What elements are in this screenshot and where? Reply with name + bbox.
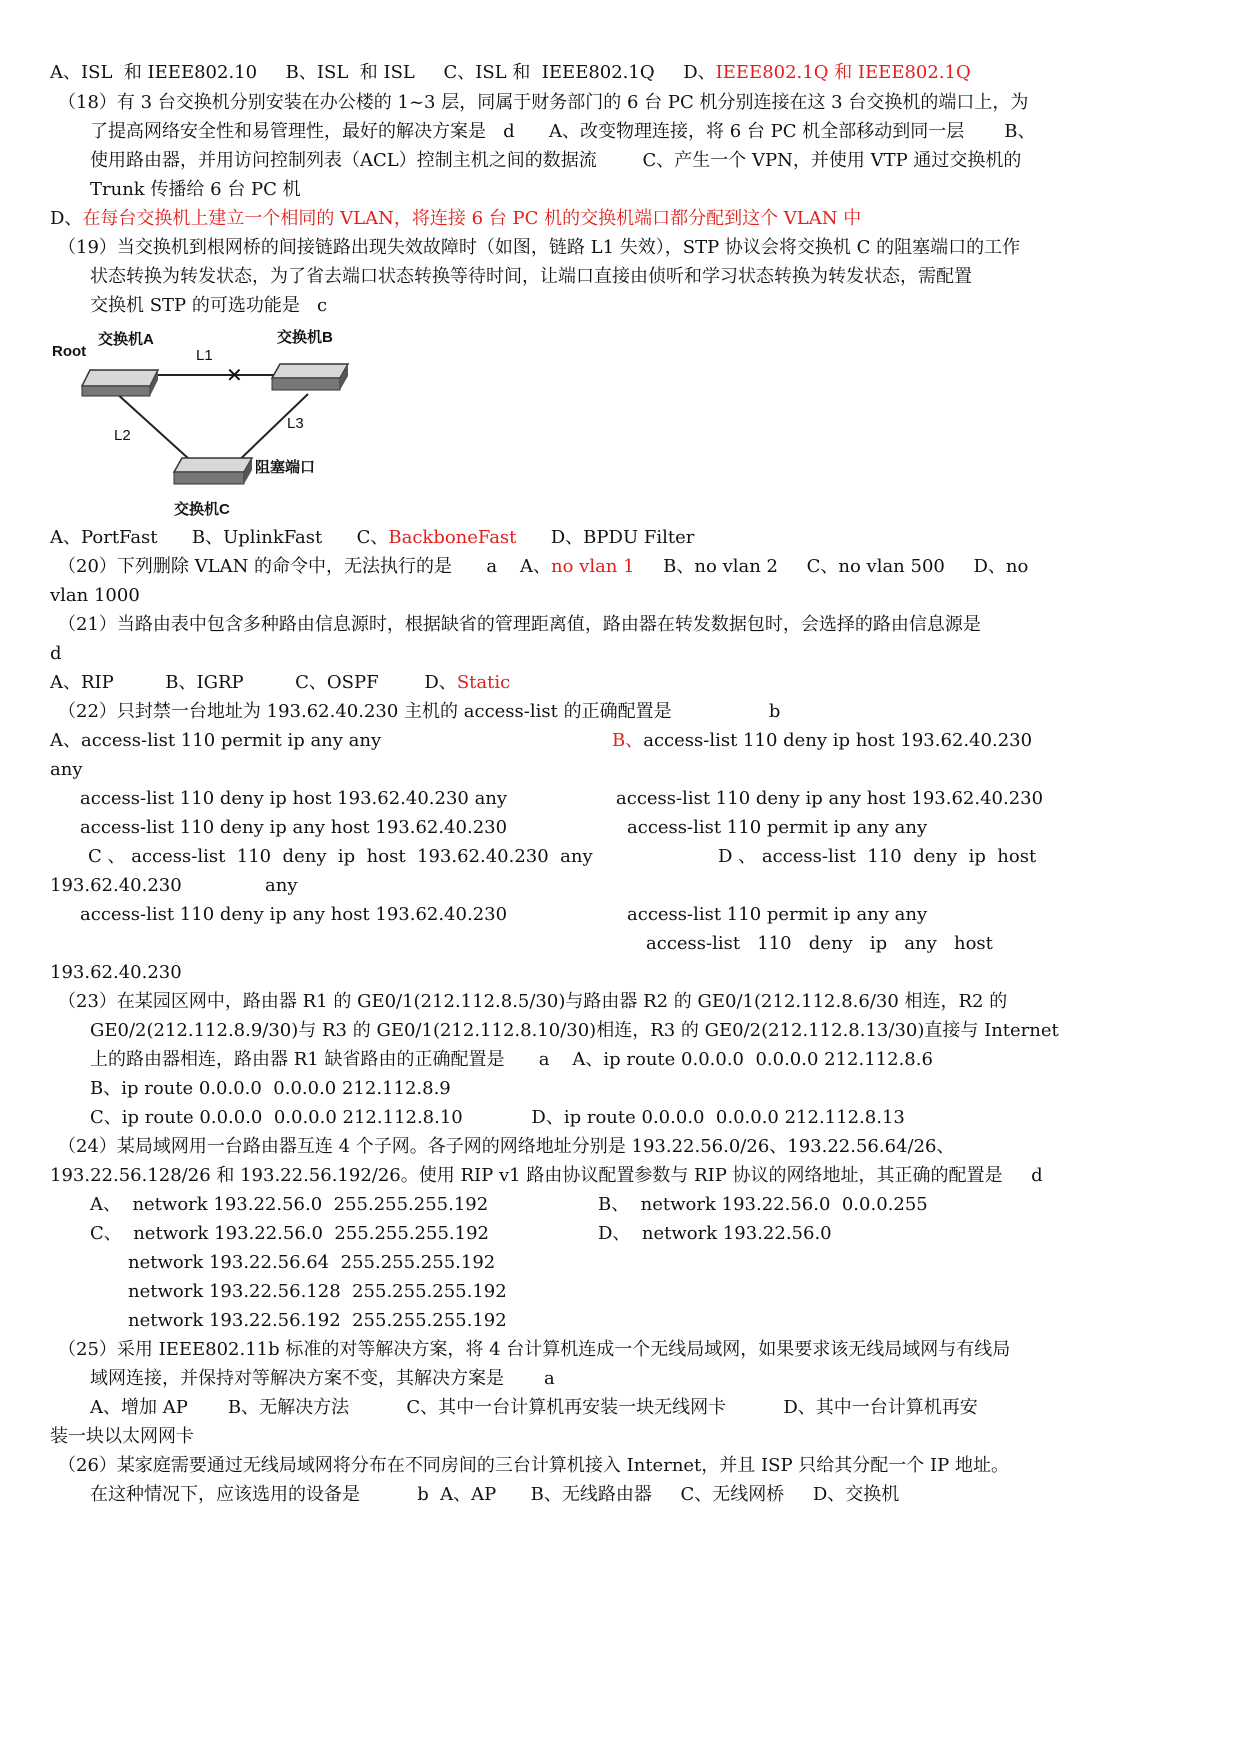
switch-c-label: 交换机C <box>174 501 230 518</box>
q22-option-d-3-cont: 193.62.40.230 <box>50 962 182 983</box>
answer-highlight: no vlan 1 <box>551 556 635 577</box>
switch-a-label: 交换机A <box>98 331 154 348</box>
answer-highlight: BackboneFast <box>388 527 517 548</box>
q19-line-1: （19）当交换机到根网桥的间接链路出现失效故障时（如图，链路 L1 失效），STP 协议会将交换机 C 的阻塞端口的工作 <box>58 237 1021 258</box>
q22-option-b-3: access-list 110 permit ip any any <box>627 817 928 838</box>
q26-line-2: 在这种情况下，应该选用的设备是 b A、AP B、无线路由器 C、无线网桥 D、交换机 <box>90 1484 900 1505</box>
q22-option-a-1: A、access-list 110 permit ip any any <box>50 730 382 751</box>
q24-line-1: （24）某局域网用一台路由器互连 4 个子网。各子网的网络地址分别是 193.22.56.0/26、193.22.56.64/26、 <box>58 1136 955 1157</box>
q18-line-4: Trunk 传播给 6 台 PC 机 <box>90 179 301 200</box>
q24-option-a: A、 network 193.22.56.0 255.255.255.192 <box>90 1194 489 1215</box>
q22-option-d-2: access-list 110 permit ip any any <box>627 904 928 925</box>
q22-option-c-1: C 、 access-list 110 deny ip host 193.62.40.230 any <box>88 846 593 867</box>
q18-option-d: D、在每台交换机上建立一个相同的 VLAN，将连接 6 台 PC 机的交换机端口都分配到这个 VLAN 中 <box>50 208 862 229</box>
q22-option-a-3: access-list 110 deny ip any host 193.62.40.230 <box>80 817 508 838</box>
switch-a-icon <box>82 370 158 396</box>
q22-option-b-1-cont: any <box>50 759 83 780</box>
q23-line-2: GE0/2(212.112.8.9/30)与 R3 的 GE0/1(212.112.8.10/30)相连，R3 的 GE0/2(212.112.8.13/30)直接与 Internet <box>90 1020 1059 1041</box>
q20-line-1: （20）下列删除 VLAN 的命令中，无法执行的是 a A、no vlan 1 B、no vlan 2 C、no vlan 500 D、no <box>58 556 1029 577</box>
switch-b-label: 交换机B <box>277 329 333 346</box>
q22-option-d-1-cont: 193.62.40.230 <box>50 875 182 896</box>
q22-option-c-1-cont: any <box>265 875 298 896</box>
q25-line-1: （25）采用 IEEE802.11b 标准的对等解决方案，将 4 台计算机连成一个无线局域网，如果要求该无线局域网与有线局 <box>58 1339 1011 1360</box>
q21-options: A、RIP B、IGRP C、OSPF D、Static <box>50 672 511 693</box>
q20-line-2: vlan 1000 <box>50 585 140 606</box>
root-label: Root <box>52 343 87 360</box>
switch-b-icon <box>272 364 348 390</box>
switch-c-icon <box>174 458 252 484</box>
link-l3-label: L3 <box>287 415 304 432</box>
q23-line-1: （23）在某园区网中，路由器 R1 的 GE0/1(212.112.8.5/30)与路由器 R2 的 GE0/1(212.112.8.6/30 相连，R2 的 <box>58 991 1008 1012</box>
q25-options: A、增加 AP B、无解决方法 C、其中一台计算机再安装一块无线网卡 D、其中一台计算机再安 <box>90 1397 978 1418</box>
q22-option-b-1: B、access-list 110 deny ip host 193.62.40.230 <box>612 730 1033 751</box>
failed-link-icon: ✕ <box>226 363 243 387</box>
q18-line-1: （18）有 3 台交换机分别安装在办公楼的 1~3 层，同属于财务部门的 6 台 PC 机分别连接在这 3 台交换机的端口上，为 <box>58 92 1029 113</box>
q23-line-3: 上的路由器相连，路由器 R1 缺省路由的正确配置是 a A、ip route 0.0.0.0 0.0.0.0 212.112.8.6 <box>90 1049 933 1070</box>
stp-topology-diagram <box>50 329 370 522</box>
q23-option-b: B、ip route 0.0.0.0 0.0.0.0 212.112.8.9 <box>90 1078 451 1099</box>
q24-line-2: 193.22.56.128/26 和 193.22.56.192/26。使用 RIP v1 路由协议配置参数与 RIP 协议的网络地址，其正确的配置是 d <box>50 1165 1043 1186</box>
q24-option-c-2: network 193.22.56.64 255.255.255.192 <box>128 1252 496 1273</box>
q24-option-c-4: network 193.22.56.192 255.255.255.192 <box>128 1310 507 1331</box>
link-l2-label: L2 <box>114 427 131 444</box>
q18-line-2: 了提高网络安全性和易管理性，最好的解决方案是 d A、改变物理连接，将 6 台 PC 机全部移动到同一层 B、 <box>90 121 1036 142</box>
q22-option-c-2: access-list 110 deny ip any host 193.62.40.230 <box>80 904 508 925</box>
q22-option-d-3: access-list 110 deny ip any host <box>646 933 993 954</box>
answer-highlight: Static <box>456 672 511 693</box>
q22-option-b-2: access-list 110 deny ip any host 193.62.40.230 <box>616 788 1044 809</box>
q22-option-a-2: access-list 110 deny ip host 193.62.40.230 any <box>80 788 508 809</box>
answer-highlight: 在每台交换机上建立一个相同的 VLAN，将连接 6 台 PC 机的交换机端口都分配到这个 VLAN 中 <box>82 208 862 229</box>
q19-line-2: 状态转换为转发状态，为了省去端口状态转换等待时间，让端口直接由侦听和学习状态转换为转发状态，需配置 <box>90 266 972 287</box>
blocked-port-label: 阻塞端口 <box>255 459 316 476</box>
q24-option-d: D、 network 193.22.56.0 <box>598 1223 832 1244</box>
q23-options-cd: C、ip route 0.0.0.0 0.0.0.0 212.112.8.10 D、ip route 0.0.0.0 0.0.0.0 212.112.8.13 <box>90 1107 905 1128</box>
q24-option-c-3: network 193.22.56.128 255.255.255.192 <box>128 1281 507 1302</box>
answer-highlight: B、 <box>612 730 644 751</box>
q22-option-d-1: D 、 access-list 110 deny ip host <box>718 846 1037 867</box>
q21-line-1: （21）当路由表中包含多种路由信息源时，根据缺省的管理距离值，路由器在转发数据包时，会选择的路由信息源是 <box>58 614 981 635</box>
q17-options: A、ISL 和 IEEE802.10 B、ISL 和 ISL C、ISL 和 IEEE802.1Q D、IEEE802.1Q 和 IEEE802.1Q <box>50 62 971 83</box>
link-l1-label: L1 <box>196 347 213 364</box>
q19-line-3: 交换机 STP 的可选功能是 c <box>90 295 328 316</box>
q21-line-2: d <box>50 643 62 664</box>
q25-line-2: 域网连接，并保持对等解决方案不变，其解决方案是 a <box>90 1368 555 1389</box>
q25-options-cont: 装一块以太网网卡 <box>50 1426 194 1447</box>
q26-line-1: （26）某家庭需要通过无线局域网将分布在不同房间的三台计算机接入 Internet，并且 ISP 只给其分配一个 IP 地址。 <box>58 1455 1009 1476</box>
q18-line-3: 使用路由器，并用访问控制列表（ACL）控制主机之间的数据流 C、产生一个 VPN，并使用 VTP 通过交换机的 <box>90 150 1022 171</box>
q24-option-c-1: C、 network 193.22.56.0 255.255.255.192 <box>90 1223 489 1244</box>
answer-highlight: IEEE802.1Q 和 IEEE802.1Q <box>715 62 971 83</box>
q19-options: A、PortFast B、UplinkFast C、BackboneFast D、BPDU Filter <box>50 527 695 548</box>
q22-line-1: （22）只封禁一台地址为 193.62.40.230 主机的 access-list 的正确配置是 b <box>58 701 781 722</box>
q24-option-b: B、 network 193.22.56.0 0.0.0.255 <box>598 1194 928 1215</box>
